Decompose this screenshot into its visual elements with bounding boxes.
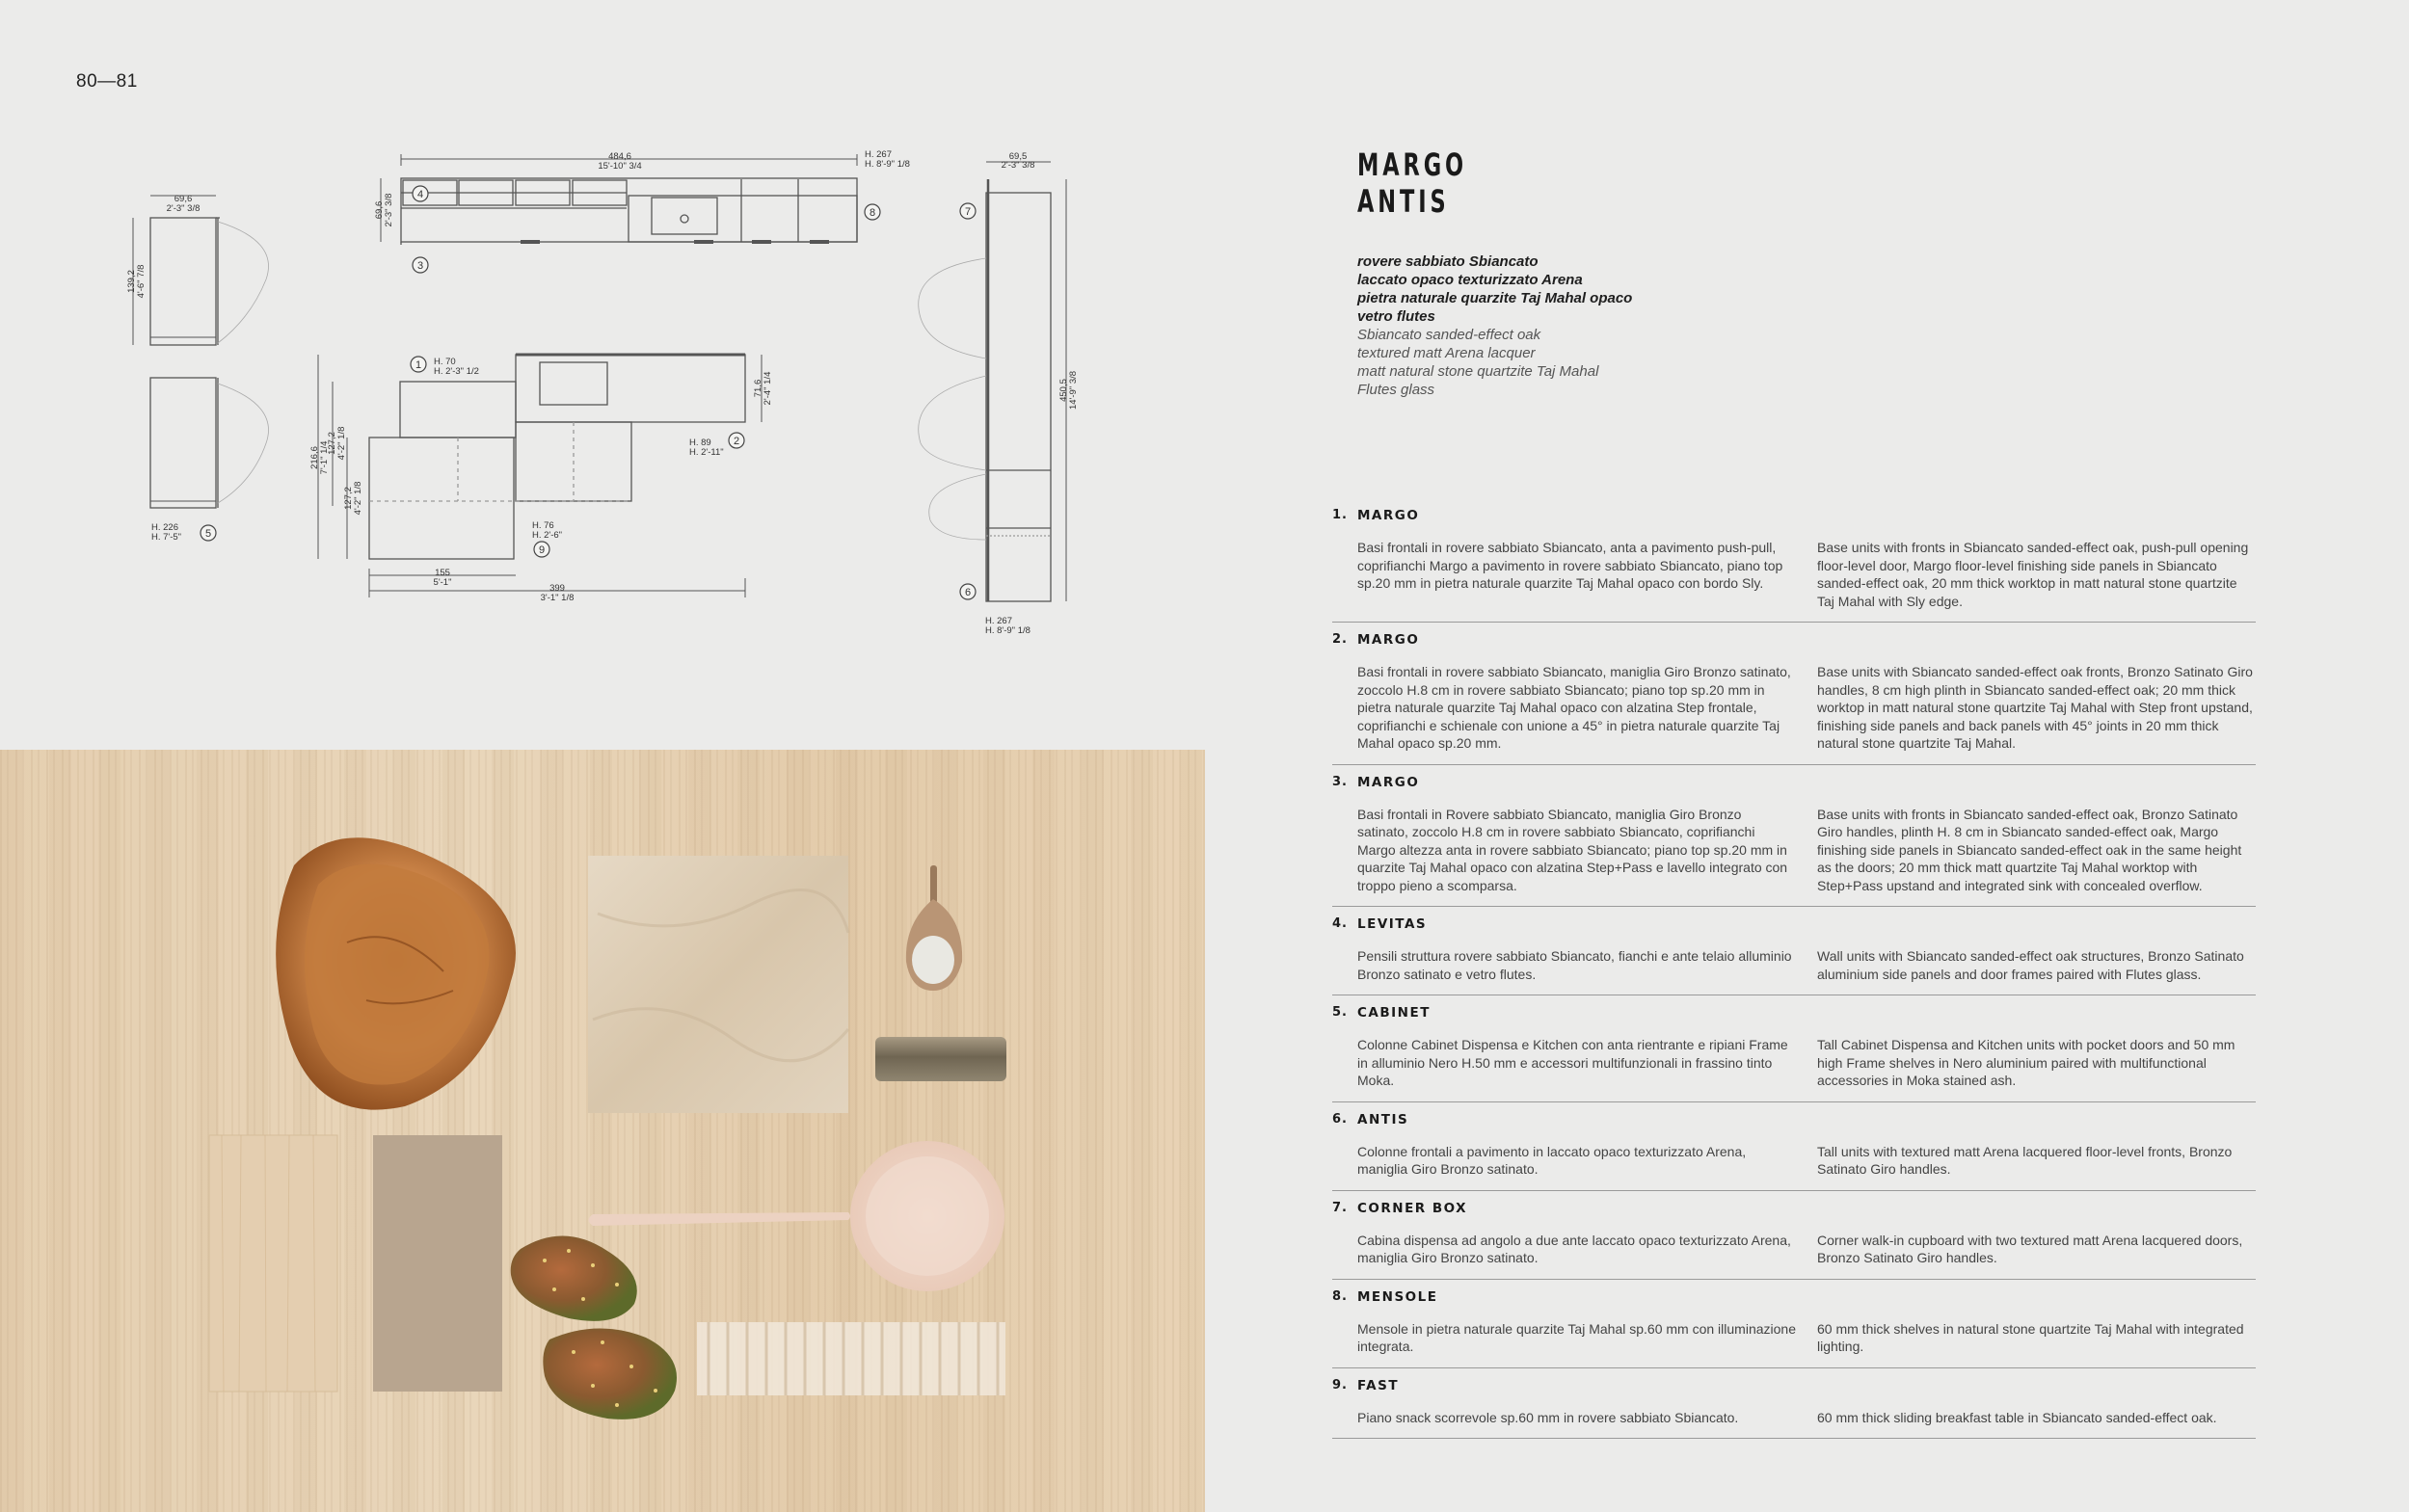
- prickly-pears: [511, 1235, 677, 1419]
- item-desc-it: Mensole in pietra naturale quarzite Taj Mahal sp.60 mm con illuminazione integrata.: [1357, 1320, 1796, 1354]
- dim-h226-in: H. 7'-5": [151, 532, 182, 543]
- page-number: 80—81: [76, 71, 138, 92]
- item-name: CABINET: [1357, 1005, 1431, 1021]
- item-desc-en: Base units with fronts in Sbiancato sanded-effect oak, Bronzo Satinato Giro handles, plinth H. 8 cm in Sbiancato sanded-effect oak, Margo finishing side panels in Sbiancato sanded-effect oak in the same height as the doors; 20 mm thick matt quartzite Taj Mahal worktop with Step+Pass upstand and integrated sink with concealed overflow.: [1817, 806, 2242, 893]
- flutes-glass-sample: [697, 1322, 1005, 1395]
- item-name: CORNER BOX: [1357, 1200, 1468, 1216]
- dim-71: 71,6: [753, 379, 763, 398]
- callout-6: 6: [964, 587, 972, 598]
- list-item: [1332, 508, 2256, 623]
- item-desc-en: 60 mm thick shelves in natural stone quartzite Taj Mahal with integrated lighting.: [1817, 1320, 2244, 1354]
- item-name: MARGO: [1357, 774, 1420, 790]
- item-desc-en: Corner walk-in cupboard with two textured matt Arena lacquered doors, Bronzo Satinato Giro handles.: [1817, 1232, 2243, 1265]
- finish-it-1: rovere sabbiato Sbiancato: [1357, 253, 1539, 270]
- callout-4: 4: [416, 189, 424, 200]
- item-name: MARGO: [1357, 508, 1420, 523]
- collection-title: [1357, 146, 1498, 220]
- dim-484-in: 15'-10" 3/4: [598, 161, 642, 172]
- dim-69-6a: 69,6: [174, 194, 193, 204]
- callout-7: 7: [964, 206, 972, 218]
- callout-9: 9: [538, 544, 546, 556]
- list-item: [1332, 1201, 2256, 1280]
- finish-it-4: vetro flutes: [1357, 308, 1435, 325]
- callout-2: 2: [733, 436, 740, 447]
- finish-en-4: Flutes glass: [1357, 382, 1435, 398]
- small-spoon: [906, 865, 962, 991]
- finish-en-1: Sbiancato sanded-effect oak: [1357, 327, 1541, 343]
- elevation-unit-lower: [150, 378, 216, 508]
- item-number: 5.: [1332, 1005, 1348, 1020]
- item-number: 9.: [1332, 1377, 1348, 1393]
- component-list: [1332, 498, 2256, 1439]
- item-number: 3.: [1332, 774, 1348, 789]
- dim-155-in: 5'-1": [433, 577, 452, 588]
- item-desc-it: Cabina dispensa ad angolo a due ante laccato opaco texturizzato Arena, maniglia Giro Bronzo satinato.: [1357, 1232, 1791, 1265]
- item-name: FAST: [1357, 1377, 1400, 1393]
- list-item: [1332, 916, 2256, 995]
- dim-h76: H. 76: [532, 520, 554, 531]
- item-number: 1.: [1332, 508, 1348, 522]
- dim-69-6a-in: 2'-3" 3/8: [166, 203, 201, 214]
- list-item: [1332, 1112, 2256, 1191]
- item-desc-it: Basi frontali in rovere sabbiato Sbiancato, anta a pavimento push-pull, coprifianchi Margo a pavimento in rovere sabbiato Sbiancato, piano top sp.20 mm in pietra naturale quarzite Taj Mahal opaco con bordo Sly.: [1357, 540, 1783, 591]
- item-desc-it: Basi frontali in rovere sabbiato Sbiancato, maniglia Giro Bronzo satinato, zoccolo H.8 cm in rovere sabbiato Sbiancato; piano top sp.20 mm in pietra naturale quarzite Taj Mahal opaco con alzatina Step frontale, coprifianchi e schienale con unione a 45° in pietra naturale quarzite Taj Mahal opaco sp.20 mm.: [1357, 664, 1791, 751]
- finish-it-3: pietra naturale quarzite Taj Mahal opaco: [1357, 290, 1633, 306]
- item-desc-en: Tall Cabinet Dispensa and Kitchen units with pocket doors and 50 mm high Frame shelves in Nero aluminium paired with multifunctional accessories in Moka stained ash.: [1817, 1037, 2235, 1088]
- item-number: 4.: [1332, 916, 1348, 931]
- dim-127b-in: 4'-2" 1/8: [353, 481, 363, 516]
- dim-450: 450,5: [1058, 379, 1069, 402]
- callout-5: 5: [204, 528, 212, 540]
- arena-lacquer-sample: [373, 1135, 502, 1392]
- plan-island: [400, 382, 516, 438]
- dim-139: 139,2: [126, 270, 137, 293]
- dim-127a-in: 4'-2" 1/8: [336, 426, 347, 461]
- item-desc-it: Colonne frontali a pavimento in laccato opaco texturizzato Arena, maniglia Giro Bronzo satinato.: [1357, 1143, 1747, 1177]
- elevation-unit-upper: [150, 218, 216, 345]
- wooden-bowl: [276, 837, 516, 1109]
- title-line-1: MARGO: [1357, 146, 1468, 183]
- dim-399-in: 3'-1" 1/8: [540, 593, 575, 603]
- list-item: [1332, 1005, 2256, 1102]
- quartzite-sample: [588, 856, 848, 1113]
- item-name: MENSOLE: [1357, 1288, 1438, 1305]
- dim-484: 484,6: [608, 151, 631, 162]
- finishes-list: [1357, 252, 1632, 399]
- dim-h70: H. 70: [434, 357, 456, 367]
- dim-216: 216,6: [309, 446, 320, 469]
- callout-3: 3: [416, 260, 424, 272]
- item-name: ANTIS: [1357, 1111, 1409, 1127]
- item-desc-it: Pensili struttura rovere sabbiato Sbiancato, fianchi e ante telaio alluminio Bronzo satinato e vetro flutes.: [1357, 948, 1792, 982]
- callout-1: 1: [415, 359, 422, 371]
- list-item: [1332, 1378, 2256, 1440]
- dim-127a: 127,2: [327, 432, 337, 455]
- dim-139-in: 4'-6" 7/8: [136, 264, 147, 299]
- dim-399: 399: [549, 583, 565, 594]
- dim-69-6v-in: 2'-3" 3/8: [384, 193, 394, 227]
- list-item: [1332, 632, 2256, 765]
- plan-snack-counter: [516, 355, 745, 422]
- dim-450-in: 14'-9" 3/8: [1068, 370, 1079, 411]
- finish-en-3: matt natural stone quartzite Taj Mahal: [1357, 363, 1599, 380]
- dim-71-in: 2'-4" 1/4: [763, 371, 773, 406]
- dim-h89: H. 89: [689, 438, 711, 448]
- oak-sample: [209, 1135, 337, 1392]
- dim-h76-in: H. 2'-6": [532, 530, 563, 541]
- wooden-spoon: [589, 1141, 1005, 1291]
- item-desc-it: Colonne Cabinet Dispensa e Kitchen con anta rientrante e ripiani Frame in alluminio Nero H.50 mm e accessori multifunzionali in frassino tinto Moka.: [1357, 1037, 1788, 1088]
- kitchen-plan-drawing: [0, 0, 1205, 675]
- dim-h267-bot-in: H. 8'-9" 1/8: [985, 625, 1031, 636]
- item-desc-en: Base units with Sbiancato sanded-effect oak fronts, Bronzo Satinato Giro handles, 8 cm high plinth in Sbiancato sanded-effect oak; 20 mm thick worktop in matt natural stone quartzite Taj Mahal with Step front upstand, finishing side panels and back panels with 45° joints in 20 mm thick natural stone quartzite Taj Mahal.: [1817, 664, 2253, 751]
- dim-h226: H. 226: [151, 522, 178, 533]
- dim-155: 155: [435, 568, 450, 578]
- item-number: 7.: [1332, 1200, 1348, 1215]
- dim-h267-top: H. 267: [865, 149, 892, 160]
- item-number: 8.: [1332, 1288, 1348, 1304]
- dim-69-5: 69,5: [1008, 151, 1028, 162]
- dim-h89-in: H. 2'-11": [689, 447, 724, 458]
- callout-8: 8: [869, 207, 876, 219]
- dim-h267-top-in: H. 8'-9" 1/8: [865, 159, 910, 170]
- item-name: MARGO: [1357, 632, 1420, 648]
- item-desc-it: Basi frontali in Rovere sabbiato Sbiancato, maniglia Giro Bronzo satinato, zoccolo H.8 cm in rovere sabbiato Sbiancato, coprifianchi Margo altezza anta in rovere sabbiato Sbiancato; piano top sp.20 mm in quarzite Taj Mahal opaco con alzatina Step+Pass e lavello integrato con troppo pieno a scomparsa.: [1357, 806, 1788, 893]
- item-number: 2.: [1332, 632, 1348, 647]
- list-item: [1332, 1289, 2256, 1368]
- item-number: 6.: [1332, 1111, 1348, 1127]
- item-desc-en: Base units with fronts in Sbiancato sanded-effect oak, push-pull opening floor-level door, Margo floor-level finishing side panels in Sbiancato sanded-effect oak, 20 mm thick worktop in matt natural stone quartzite Taj Mahal with Sly edge.: [1817, 540, 2249, 609]
- materials-moodboard-photo: [0, 750, 1205, 1512]
- item-desc-it: Piano snack scorrevole sp.60 mm in rovere sabbiato Sbiancato.: [1357, 1409, 1739, 1425]
- item-desc-en: Tall units with textured matt Arena lacquered floor-level fronts, Bronzo Satinato Giro handles.: [1817, 1143, 2233, 1177]
- drawing-callouts: [201, 186, 976, 599]
- item-name: LEVITAS: [1357, 916, 1428, 932]
- dim-69-5-in: 2'-3" 3/8: [1001, 160, 1035, 171]
- dim-69-6v: 69,6: [374, 200, 385, 220]
- dim-127b: 127,2: [343, 487, 354, 510]
- dim-h267-bot: H. 267: [985, 616, 1012, 626]
- list-item: [1332, 775, 2256, 908]
- finish-en-2: textured matt Arena lacquer: [1357, 345, 1536, 361]
- item-desc-en: Wall units with Sbiancato sanded-effect oak structures, Bronzo Satinato aluminium side panels and door frames paired with Flutes glass.: [1817, 948, 2244, 982]
- section-tall-unit: [986, 193, 1051, 601]
- bronze-handle-sample: [875, 1037, 1006, 1081]
- finish-it-2: laccato opaco texturizzato Arena: [1357, 272, 1583, 288]
- item-desc-en: 60 mm thick sliding breakfast table in Sbiancato sanded-effect oak.: [1817, 1409, 2217, 1425]
- dim-h70-in: H. 2'-3" 1/2: [434, 366, 479, 377]
- title-line-2: ANTIS: [1357, 183, 1450, 220]
- dim-216-in: 7'-1" 1/4: [319, 440, 330, 475]
